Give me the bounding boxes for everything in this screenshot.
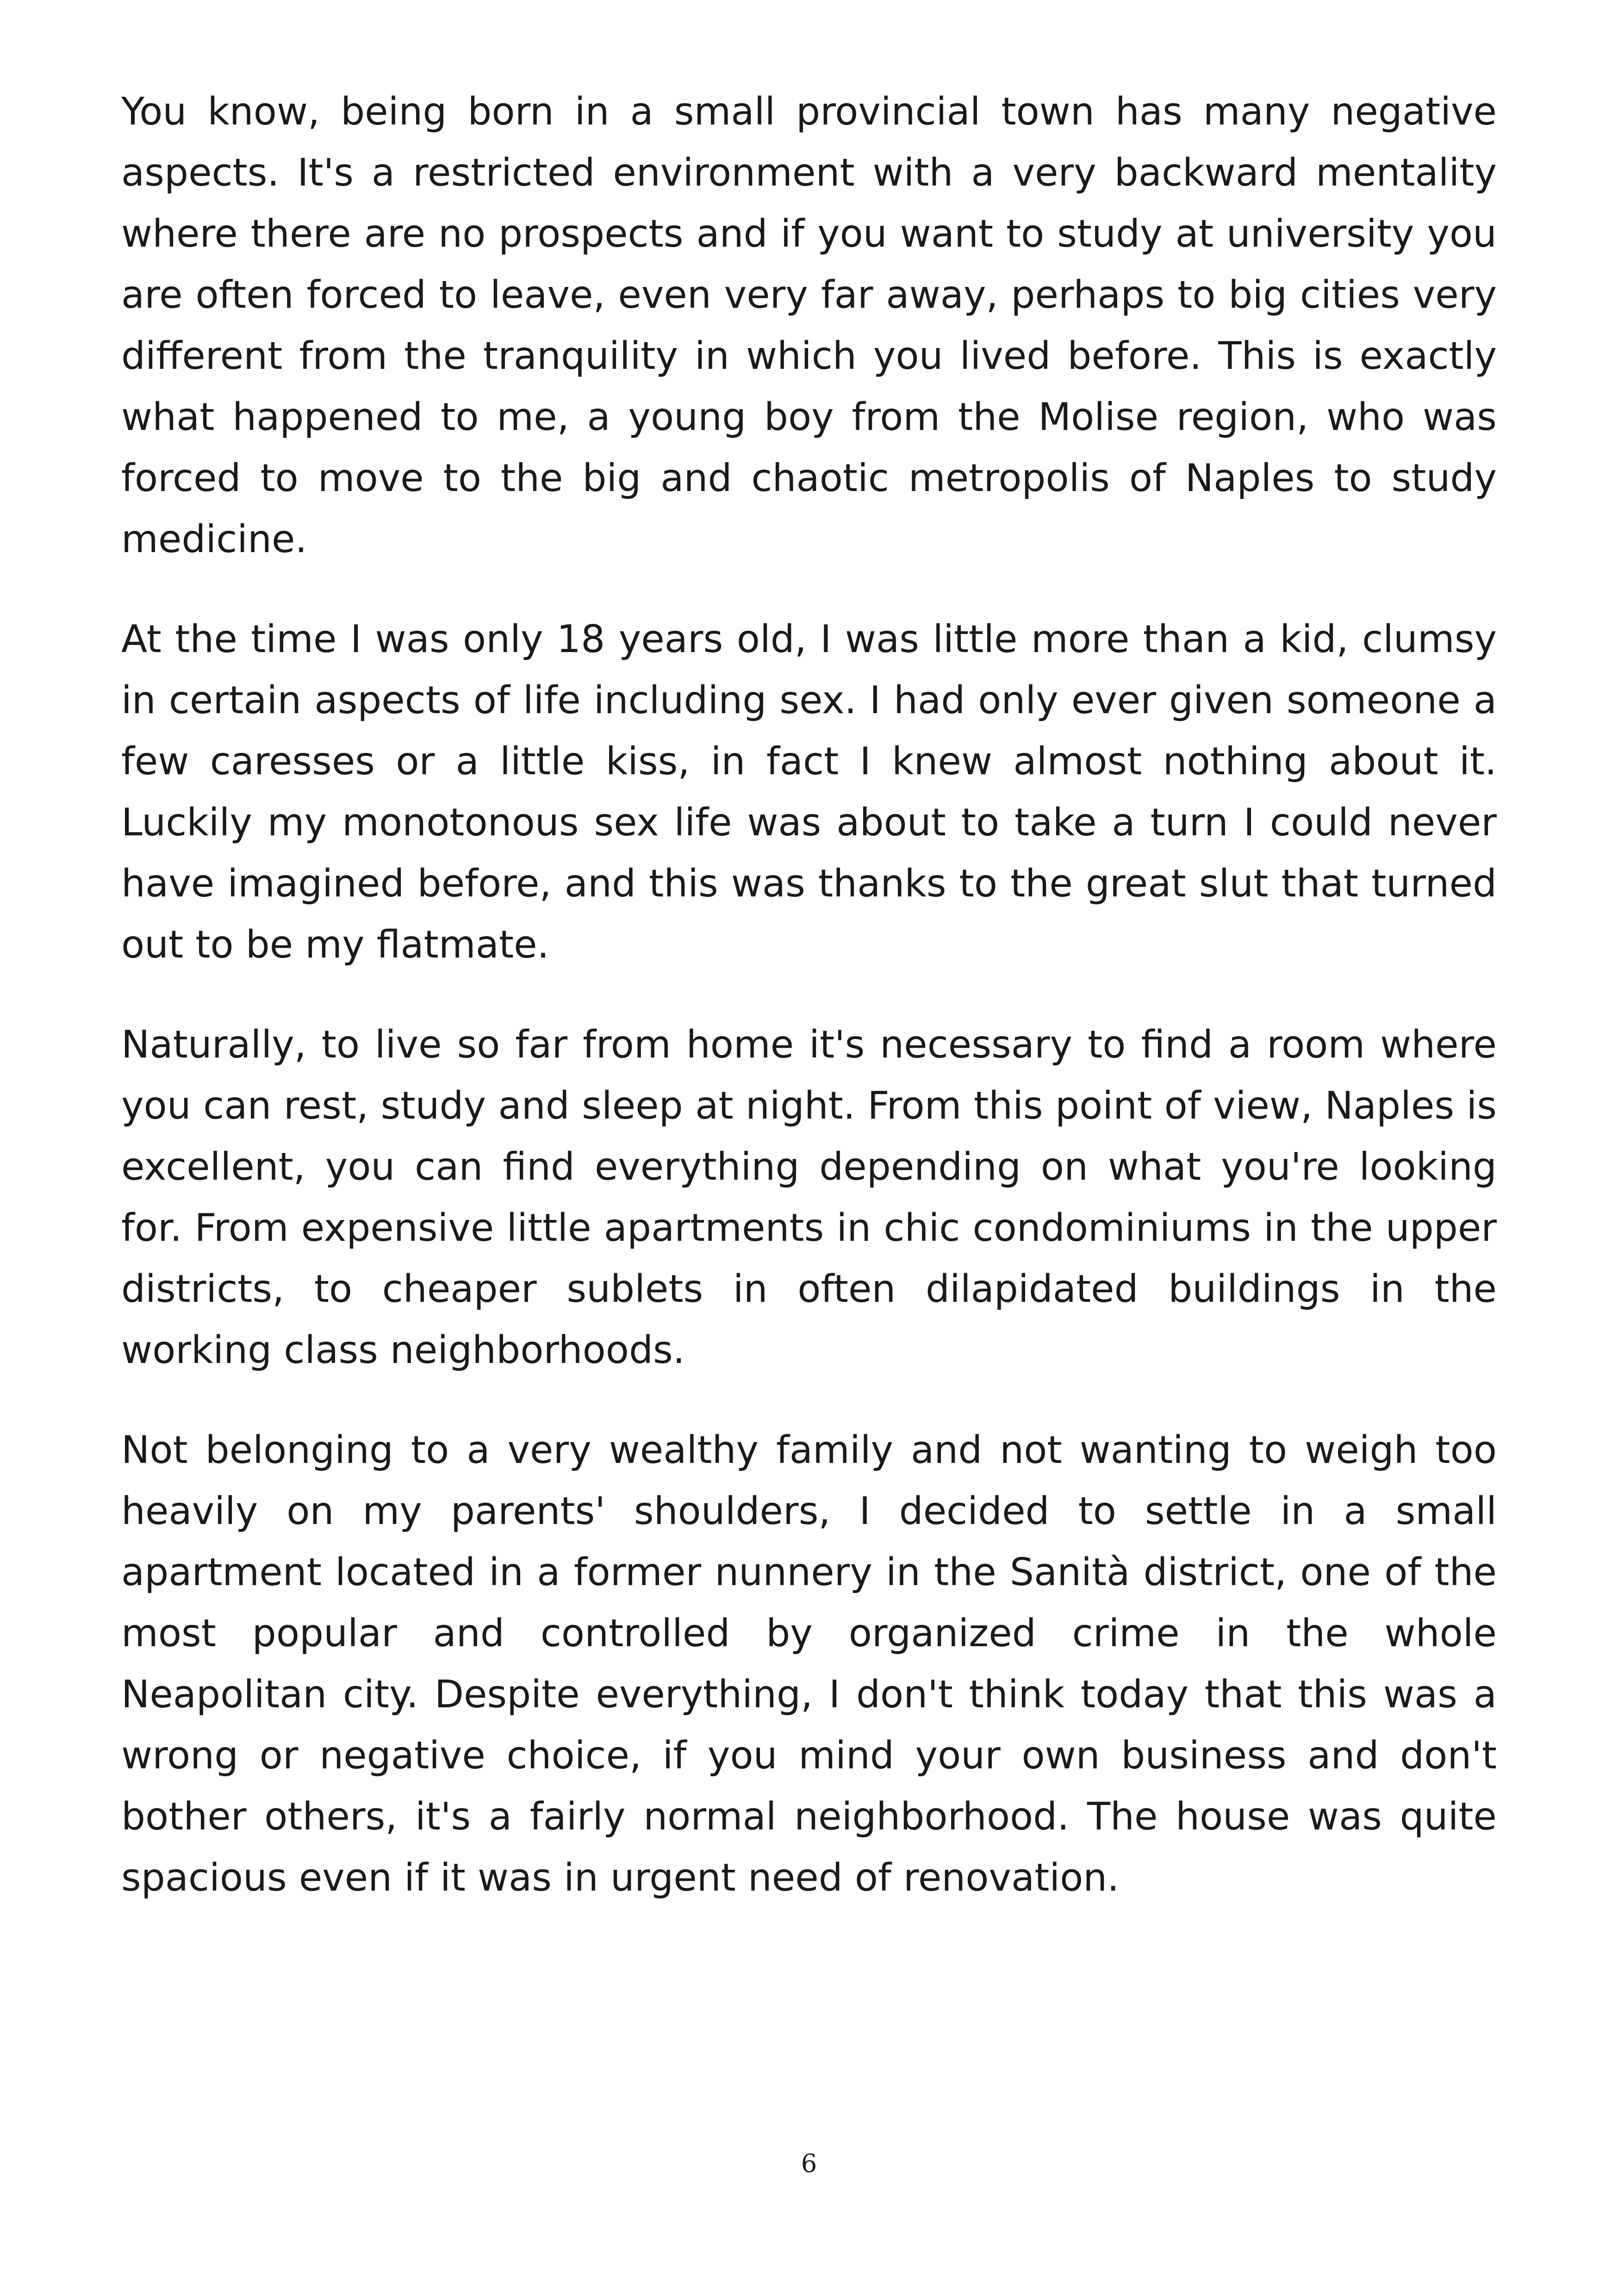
page-number: 6: [801, 2149, 817, 2178]
paragraph-3: Naturally, to live so far from home it's necessary to find a room where you can rest, study and sleep at night. From this point of view, Naples is excellent, you can find everything depending on what you're looking for. From expensive little apartments in chic condominiums in the upper districts, to cheaper sublets in often dilapidated buildings in the working class neighborhoods.: [121, 1023, 1497, 1372]
body-text: [121, 81, 1497, 1948]
paragraph-4: Not belonging to a very wealthy family and not wanting to weigh too heavily on my parents' shoulders, I decided to settle in a small apartment located in a former nunnery in the Sanità district, one of the most popular and controlled by organized crime in the whole Neapolitan city. Despite everything, I don't think today that this was a wrong or negative choice, if you mind your own business and don't bother others, it's a fairly normal neighborhood. The house was quite spacious even if it was in urgent need of renovation.: [121, 1428, 1497, 1900]
paragraph-2: At the time I was only 18 years old, I was little more than a kid, clumsy in certain aspects of life including sex. I had only ever given someone a few caresses or a little kiss, in fact I knew almost nothing about it. Luckily my monotonous sex life was about to take a turn I could never have imagined before, and this was thanks to the great slut that turned out to be my flatmate.: [121, 617, 1497, 967]
paragraph-1: You know, being born in a small provincial town has many negative aspects. It's a restricted environment with a very backward mentality where there are no prospects and if you want to study at university you are often forced to leave, even very far away, perhaps to big cities very different from the tranquility in which you lived before. This is exactly what happened to me, a young boy from the Molise region, who was forced to move to the big and chaotic metropolis of Naples to study medicine.: [121, 90, 1497, 561]
